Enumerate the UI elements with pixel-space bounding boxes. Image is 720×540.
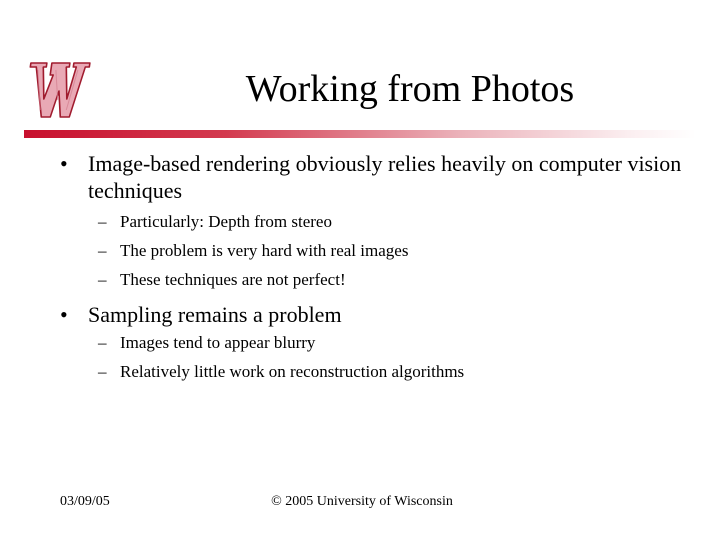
dash-icon: – xyxy=(98,241,107,260)
bullet-item-1: Image-based rendering obviously relies heavily on computer vision techniques xyxy=(88,151,682,203)
sub-item-1-1: Particularly: Depth from stereo xyxy=(120,212,332,231)
footer-copyright: © 2005 University of Wisconsin xyxy=(271,494,453,509)
sub-item-1-2: The problem is very hard with real images xyxy=(120,241,409,260)
title-underline-rule xyxy=(24,130,696,138)
slide-title: Working from Photos xyxy=(245,68,575,110)
dash-icon: – xyxy=(98,362,107,381)
sub-item-2-1: Images tend to appear blurry xyxy=(120,333,316,352)
dash-icon: – xyxy=(98,212,107,231)
bullet-icon: • xyxy=(60,302,68,327)
bullet-icon: • xyxy=(60,151,68,176)
dash-icon: – xyxy=(98,270,107,289)
sub-item-1-3: These techniques are not perfect! xyxy=(120,270,346,289)
sub-item-2-2: Relatively little work on reconstruction algorithms xyxy=(120,362,465,381)
bullet-item-2: Sampling remains a problem xyxy=(88,302,342,327)
dash-icon: – xyxy=(98,333,107,352)
footer-date: 03/09/05 xyxy=(60,494,110,509)
university-w-logo-icon xyxy=(20,55,92,127)
